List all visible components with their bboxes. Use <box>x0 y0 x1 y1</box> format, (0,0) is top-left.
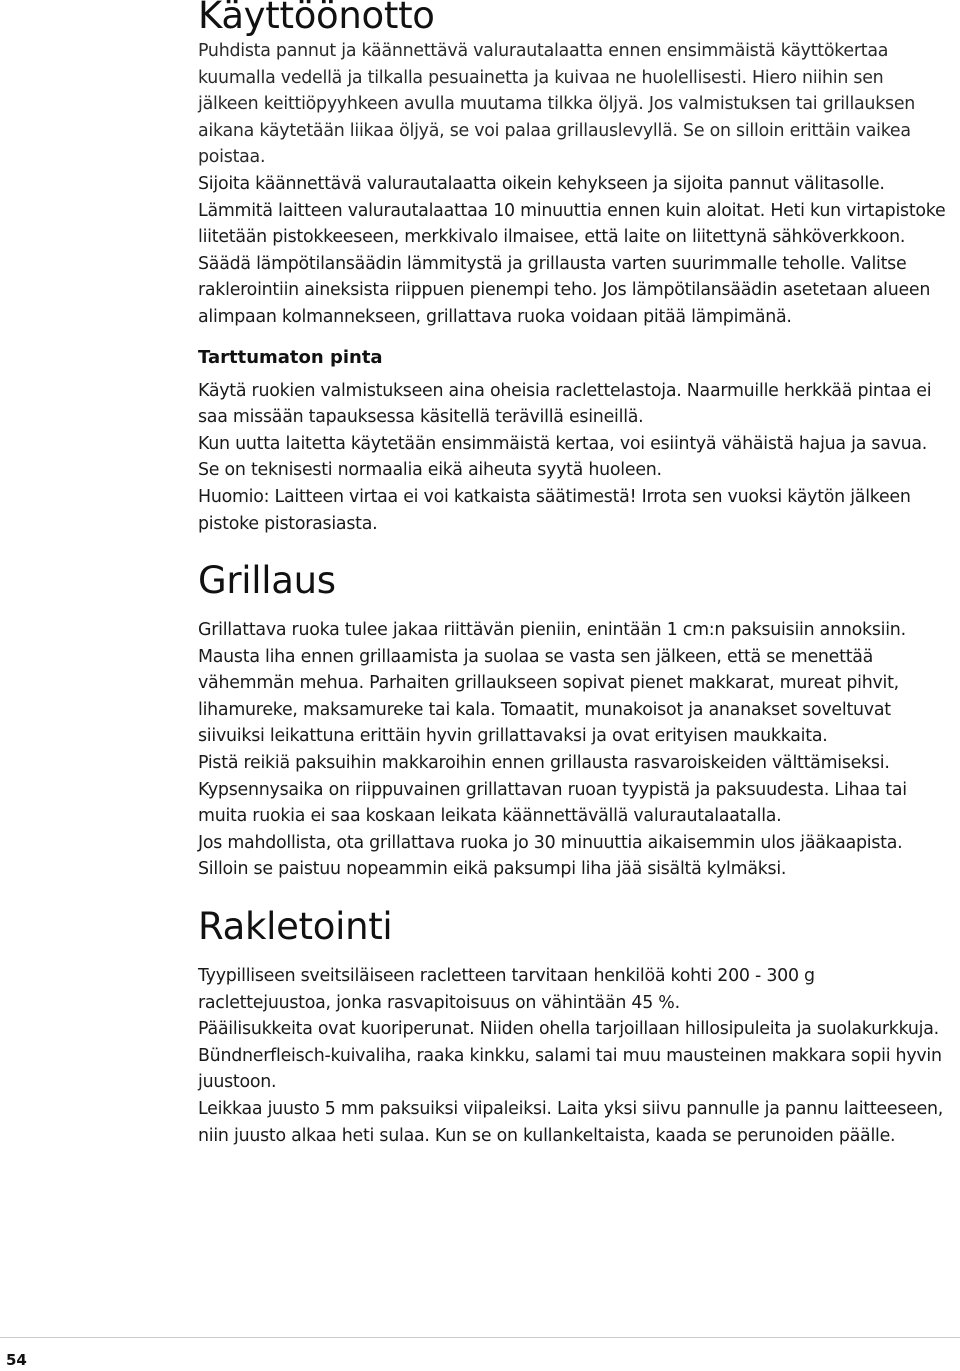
section-tarttumaton-pinta <box>198 345 946 538</box>
page-number: 54 <box>6 1351 27 1369</box>
paragraph: Kun uutta laitetta käytetään ensimmäistä kertaa, voi esiintyä vähäistä hajua ja savua. Se on teknisesti normaalia eikä aiheuta syytä huoleen. <box>198 433 928 481</box>
paragraph: Sijoita käännettävä valurautalaatta oikein kehykseen ja sijoita pannut välitasolle. Lämmitä laitteen valurautalaattaa 10 minuuttia ennen kuin aloitat. Heti kun virtapistoke liitetään pistokkeeseen, merkkivalo ilmaisee, että laite on liitettynä sähköverkkoon. Säädä lämpötilansäädin lämmitystä ja grillausta varten suurimmalle teholle. Valitse raklerointiin aineksista riippuen pienempi teho. Jos lämpötilansäädin asetetaan alueen alimpaan kolmannekseen, grillattava ruoka voidaan pitää lämpimänä. <box>198 173 946 327</box>
paragraph: Pistä reikiä paksuihin makkaroihin ennen grillausta rasvaroiskeiden välttämiseksi. Kypsennysaika on riippuvainen grillattavan ruoan tyypistä ja paksuudesta. Lihaa tai muita ruokia ei saa koskaan leikata käännettävällä valurautalaatalla. <box>198 753 907 827</box>
heading-grillaus: Grillaus <box>198 559 336 603</box>
paragraph: Käytä ruokien valmistukseen aina oheisia raclettelastoja. Naarmuille herkkää pintaa ei saa missään tapauksessa käsitellä terävillä esineillä. <box>198 380 932 428</box>
paragraph: Huomio: Laitteen virtaa ei voi katkaista säätimestä! Irrota sen vuoksi käytön jälkeen pistoke pistorasiasta. <box>198 486 911 534</box>
manual-page <box>198 0 946 1149</box>
section-grillaus <box>198 561 946 883</box>
heading-rakletointi: Rakletointi <box>198 905 393 949</box>
paragraph: Grillattava ruoka tulee jakaa riittävän pieniin, enintään 1 cm:n paksuisiin annoksiin. Mausta liha ennen grillaamista ja suolaa se vasta sen jälkeen, että se menettää vähemmän mehua. Parhaiten grillaukseen sopivat pienet makkarat, mureat pihvit, lihamureke, maksamureke tai kala. Tomaatit, munakoisot ja ananakset soveltuvat siivuiksi leikattuna erittäin hyvin grillattavaksi ja ovat erityisen maukkaita. <box>198 620 906 747</box>
paragraph: Tyypilliseen sveitsiläiseen racletteen tarvitaan henkilöä kohti 200 - 300 g raclettejuustoa, jonka rasvapitoisuus on vähintään 45 %. <box>198 966 815 1013</box>
section-kayttoonotto <box>198 0 946 331</box>
paragraph: Pääilisukkeita ovat kuoriperunat. Niiden ohella tarjoillaan hillosipuleita ja suolakurkkuja. Bündnerfleisch-kuivaliha, raaka kinkku, salami tai muu mausteinen makkara sopii hyvin juustoon. <box>198 1019 942 1093</box>
paragraph: Leikkaa juusto 5 mm paksuiksi viipaleiksi. Laita yksi siivu pannulle ja pannu laitteeseen, niin juusto alkaa heti sulaa. Kun se on kullankeltaista, kaada se perunoiden päälle. <box>198 1099 944 1146</box>
section-rakletointi <box>198 907 946 1149</box>
heading-kayttoonotto: Käyttöönotto <box>198 0 435 37</box>
footer-divider <box>0 1337 960 1338</box>
paragraph: Puhdista pannut ja käännettävä valurautalaatta ennen ensimmäistä käyttökertaa kuumalla vedellä ja tilkalla pesuainetta ja kuivaa ne huolellisesti. Hiero niihin sen jälkeen keittiöpyyhkeen avulla muutama tilkka öljyä. Jos valmistuksen tai grillauksen aikana käytetään liikaa öljyä, se voi palaa grillauslevyllä. Se on silloin erittäin vaikea poistaa. <box>198 41 916 168</box>
paragraph: Jos mahdollista, ota grillattava ruoka jo 30 minuuttia aikaisemmin ulos jääkaapista. Silloin se paistuu nopeammin eikä paksumpi liha jää sisältä kylmäksi. <box>198 832 903 880</box>
heading-tarttumaton-pinta: Tarttumaton pinta <box>198 346 383 368</box>
